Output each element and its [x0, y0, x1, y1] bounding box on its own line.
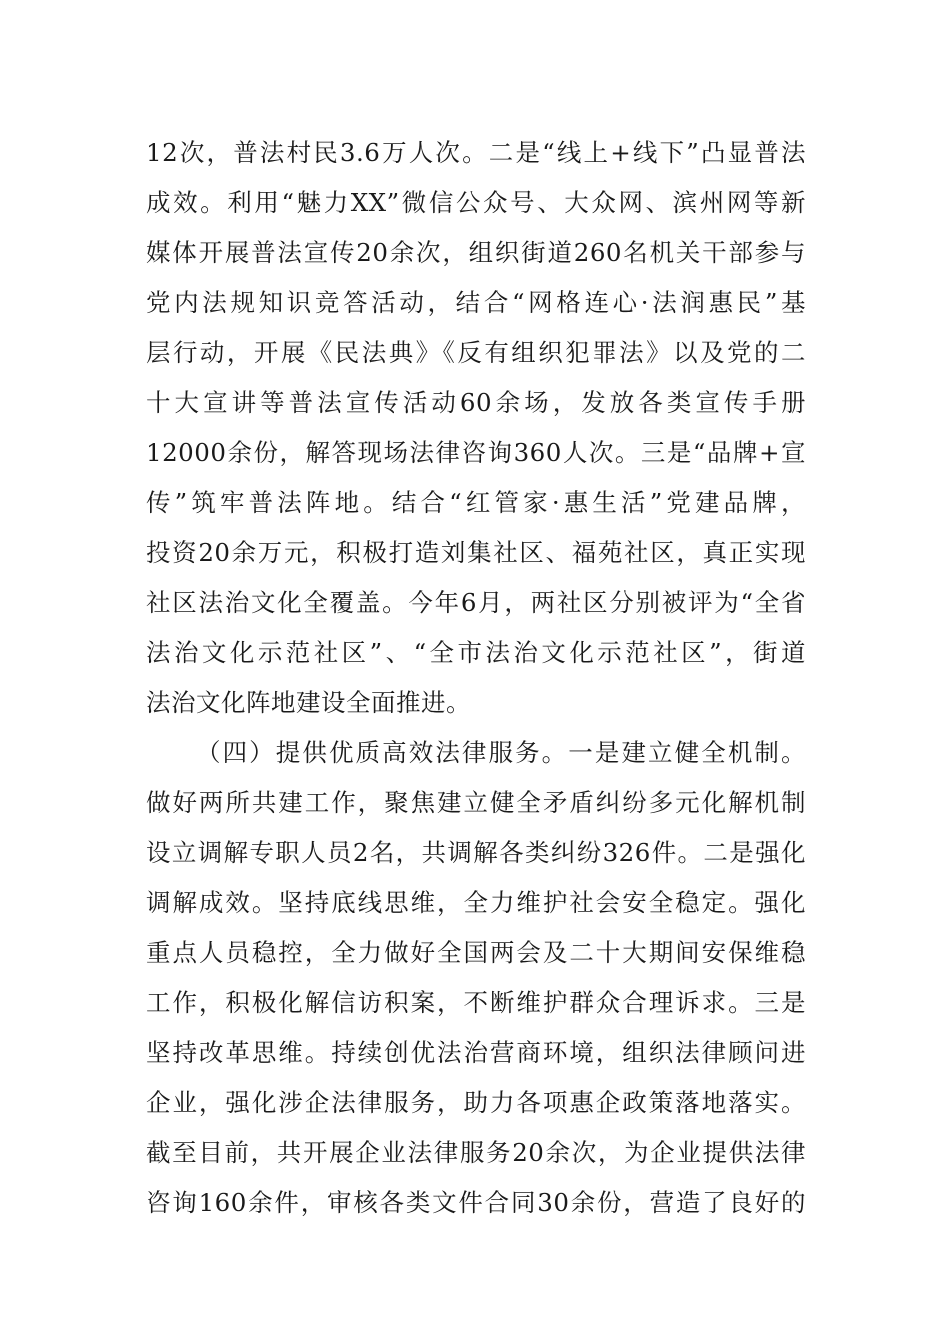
text-line: 层行动，开展《民法典》《反有组织犯罪法》以及党的二	[146, 338, 806, 367]
text-line: 传”筑牢普法阵地。结合“红管家·惠生活”党建品牌，	[146, 488, 806, 517]
text-line: 媒体开展普法宣传20余次，组织街道260名机关干部参与	[146, 238, 806, 267]
text-line: 工作，积极化解信访积案，不断维护群众合理诉求。三是	[146, 988, 806, 1017]
text-line: 截至目前，共开展企业法律服务20余次，为企业提供法律	[146, 1138, 806, 1167]
text-line: 12次，普法村民3.6万人次。二是“线上+线下”凸显普法	[146, 138, 806, 167]
text-line: 党内法规知识竞答活动，结合“网格连心·法润惠民”基	[146, 288, 806, 317]
text-line: 12000余份，解答现场法律咨询360人次。三是“品牌+宣	[146, 438, 806, 467]
text-line: 坚持改革思维。持续创优法治营商环境，组织法律顾问进	[146, 1038, 806, 1067]
text-line: 咨询160余件，审核各类文件合同30余份，营造了良好的	[146, 1188, 806, 1217]
text-line: 设立调解专职人员2名，共调解各类纠纷326件。二是强化	[146, 838, 806, 867]
text-line: 法治文化阵地建设全面推进。	[146, 688, 471, 717]
text-line: 投资20余万元，积极打造刘集社区、福苑社区，真正实现	[146, 538, 806, 567]
text-line: 社区法治文化全覆盖。今年6月，两社区分别被评为“全省	[146, 588, 806, 617]
text-line: 十大宣讲等普法宣传活动60余场，发放各类宣传手册	[146, 388, 806, 417]
section-heading-line: （四）提供优质高效法律服务。一是建立健全机制。	[196, 738, 806, 767]
text-line: 做好两所共建工作，聚焦建立健全矛盾纠纷多元化解机制	[146, 788, 806, 817]
text-line: 法治文化示范社区”、“全市法治文化示范社区”，街道	[146, 638, 806, 667]
text-line: 调解成效。坚持底线思维，全力维护社会安全稳定。强化	[146, 888, 806, 917]
text-line: 企业，强化涉企法律服务，助力各项惠企政策落地落实。	[146, 1088, 806, 1117]
text-line: 成效。利用“魅力XX”微信公众号、大众网、滨州网等新	[146, 188, 806, 217]
text-line: 重点人员稳控，全力做好全国两会及二十大期间安保维稳	[146, 938, 806, 967]
